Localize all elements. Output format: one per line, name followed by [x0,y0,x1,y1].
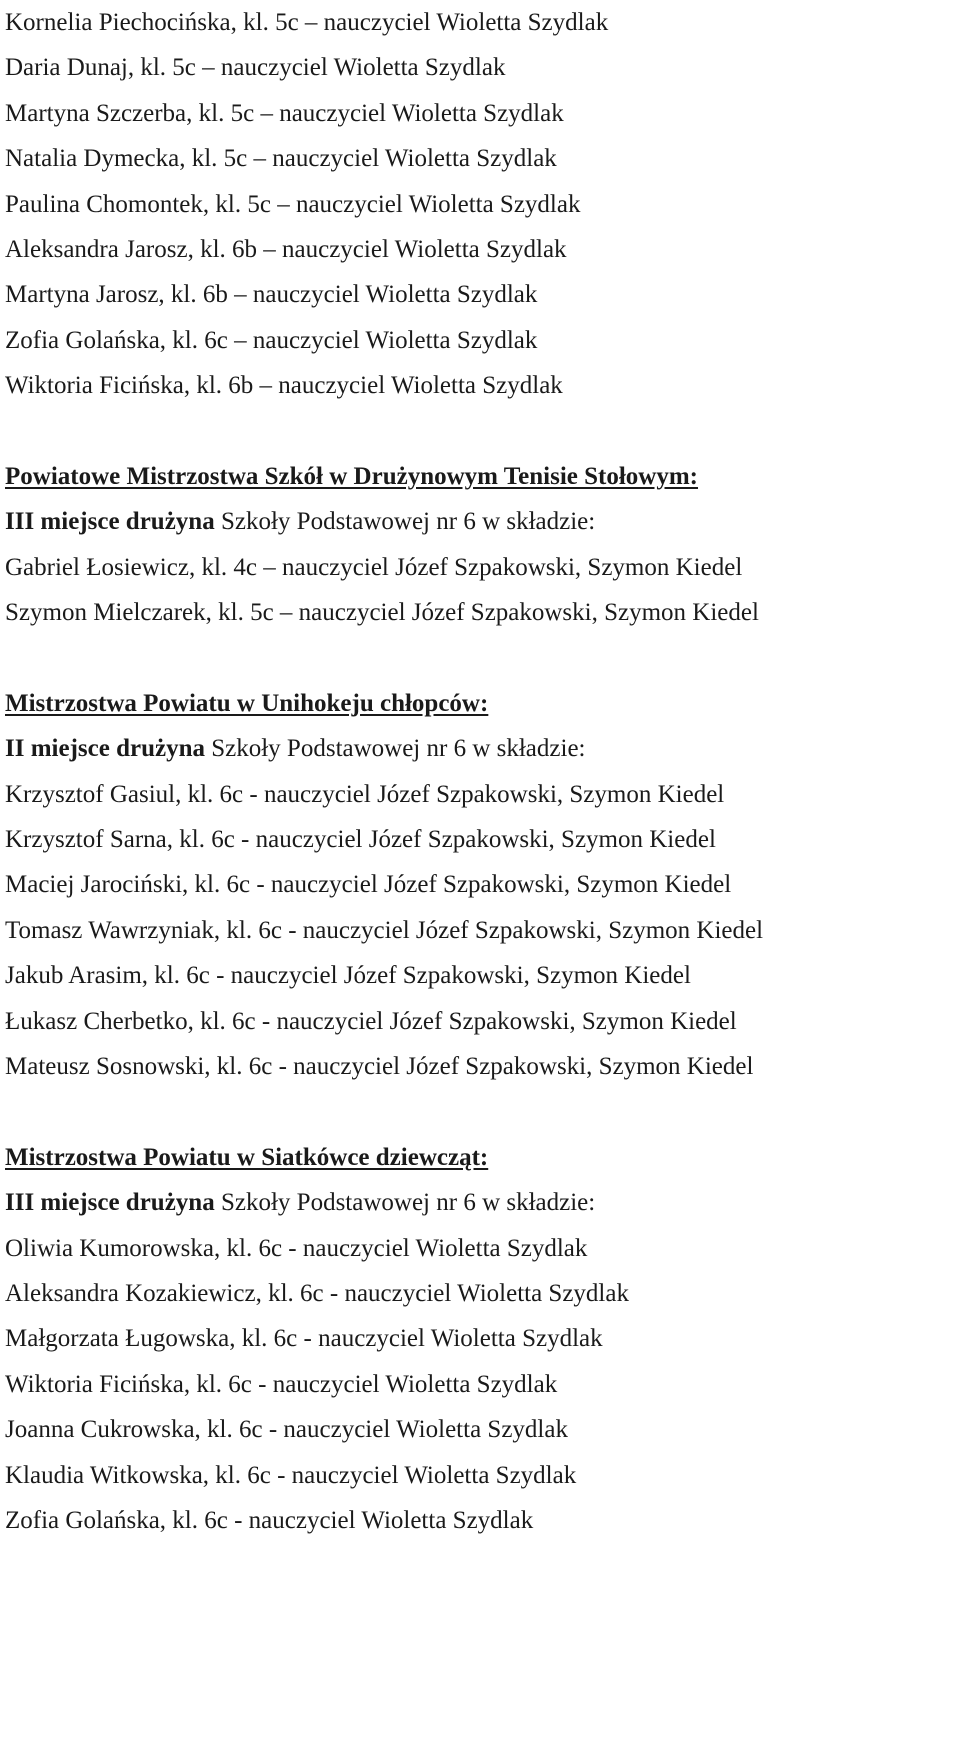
section-floorball [5,681,955,1090]
list-item: Krzysztof Sarna, kl. 6c - nauczyciel Józef Szpakowski, Szymon Kiedel [5,826,716,854]
placement-text: Szkoły Podstawowej nr 6 w składzie: [214,508,596,536]
list-item: Klaudia Witkowska, kl. 6c - nauczyciel Wioletta Szydlak [5,1461,577,1489]
section-placement [5,1180,955,1225]
list-item: Martyna Jarosz, kl. 6b – nauczyciel Wioletta Szydlak [5,281,538,309]
spacer [5,409,955,454]
placement-text: Szkoły Podstawowej nr 6 w składzie: [214,1189,596,1217]
list-item: Daria Dunaj, kl. 5c – nauczyciel Wioletta Szydlak [5,54,506,82]
section-heading: Mistrzostwa Powiatu w Siatkówce dziewcząt: [5,1143,489,1171]
document-page [5,0,955,1543]
list-item: Jakub Arasim, kl. 6c - nauczyciel Józef Szpakowski, Szymon Kiedel [5,962,691,990]
section-placement [5,499,955,544]
list-item: Aleksandra Jarosz, kl. 6b – nauczyciel Wioletta Szydlak [5,235,567,263]
list-item: Zofia Golańska, kl. 6c – nauczyciel Wioletta Szydlak [5,326,538,354]
list-item: Wiktoria Ficińska, kl. 6b – nauczyciel Wioletta Szydlak [5,372,563,400]
list-item: Małgorzata Ługowska, kl. 6c - nauczyciel Wioletta Szydlak [5,1325,603,1353]
list-item: Aleksandra Kozakiewicz, kl. 6c - nauczyciel Wioletta Szydlak [5,1279,629,1307]
list-item: Oliwia Kumorowska, kl. 6c - nauczyciel Wioletta Szydlak [5,1234,588,1262]
list-item: Maciej Jarociński, kl. 6c - nauczyciel Józef Szpakowski, Szymon Kiedel [5,871,732,899]
placement-label: III miejsce drużyna [5,1189,215,1217]
spacer [5,635,955,680]
list-item: Martyna Szczerba, kl. 5c – nauczyciel Wioletta Szydlak [5,99,564,127]
section-volleyball [5,1135,955,1544]
list-item: Gabriel Łosiewicz, kl. 4c – nauczyciel Józef Szpakowski, Szymon Kiedel [5,553,743,581]
list-item: Zofia Golańska, kl. 6c - nauczyciel Wioletta Szydlak [5,1506,534,1534]
list-item: Łukasz Cherbetko, kl. 6c - nauczyciel Józef Szpakowski, Szymon Kiedel [5,1007,737,1035]
section-heading: Powiatowe Mistrzostwa Szkół w Drużynowym Tenisie Stołowym: [5,462,699,490]
placement-label: III miejsce drużyna [5,508,215,536]
section-table-tennis [5,454,955,636]
list-item: Tomasz Wawrzyniak, kl. 6c - nauczyciel Józef Szpakowski, Szymon Kiedel [5,916,764,944]
placement-label: II miejsce drużyna [5,735,205,763]
list-item: Kornelia Piechocińska, kl. 5c – nauczyciel Wioletta Szydlak [5,9,609,36]
first-list [5,0,955,409]
list-item: Krzysztof Gasiul, kl. 6c - nauczyciel Józef Szpakowski, Szymon Kiedel [5,780,725,808]
list-item: Szymon Mielczarek, kl. 5c – nauczyciel Józef Szpakowski, Szymon Kiedel [5,599,759,627]
list-item: Natalia Dymecka, kl. 5c – nauczyciel Wioletta Szydlak [5,145,557,173]
section-heading: Mistrzostwa Powiatu w Unihokeju chłopców: [5,689,489,717]
placement-text: Szkoły Podstawowej nr 6 w składzie: [204,735,586,763]
section-placement [5,726,955,771]
list-item: Paulina Chomontek, kl. 5c – nauczyciel Wioletta Szydlak [5,190,581,218]
list-item: Wiktoria Ficińska, kl. 6c - nauczyciel Wioletta Szydlak [5,1370,558,1398]
list-item: Joanna Cukrowska, kl. 6c - nauczyciel Wioletta Szydlak [5,1416,568,1444]
spacer [5,1089,955,1134]
list-item: Mateusz Sosnowski, kl. 6c - nauczyciel Józef Szpakowski, Szymon Kiedel [5,1052,754,1080]
